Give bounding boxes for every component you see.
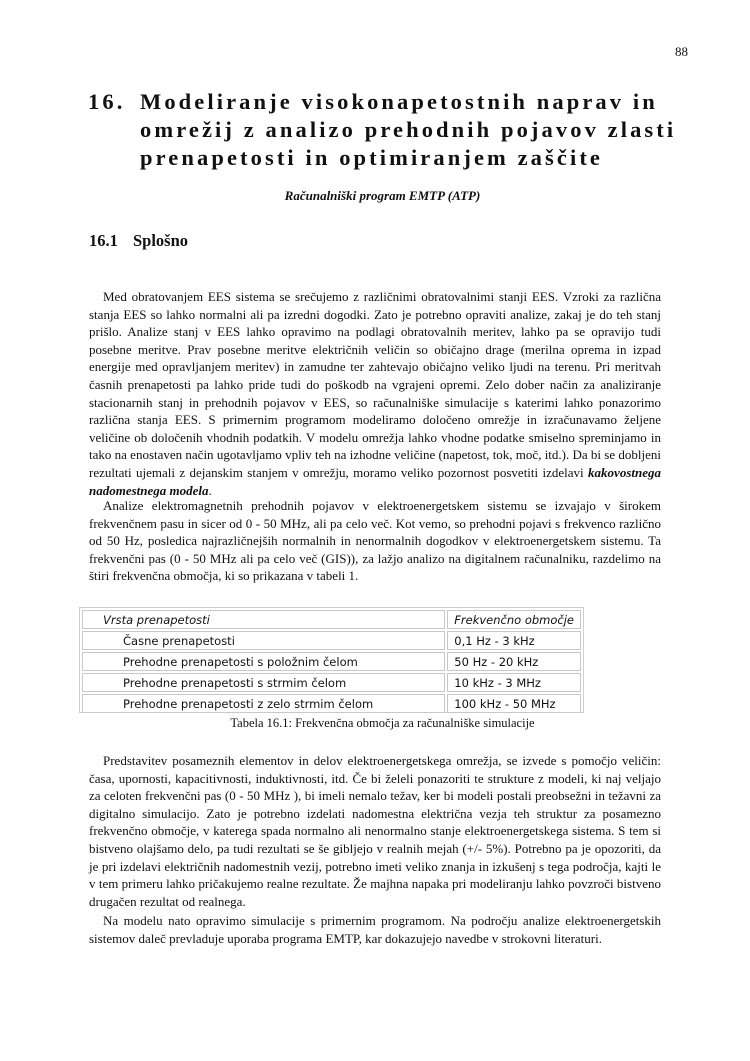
table-cell: Časne prenapetosti (82, 631, 445, 650)
table-header-cell: Frekvenčno območje (447, 610, 581, 629)
page-number: 88 (675, 44, 688, 59)
section-title: Splošno (133, 231, 189, 250)
table-header-row (82, 610, 581, 629)
table-row (82, 673, 581, 692)
table-cell: 0,1 Hz - 3 kHz (447, 631, 581, 650)
table-cell: 100 kHz - 50 MHz (447, 694, 581, 713)
paragraph-4: Na modelu nato opravimo simulacije s primernim programom. Na področju analize elektroenergetskih sistemov daleč prevladuje uporaba programa EMTP, kar dokazujejo navedbe v strokovni literaturi. (89, 913, 661, 946)
chapter-title-line-1: 16. Modeliranje visokonapetostnih naprav in (88, 89, 658, 114)
frequency-table-container (79, 607, 584, 713)
table-cell: Prehodne prenapetosti s strmim čelom (82, 673, 445, 692)
chapter-number: 16. (88, 89, 126, 114)
paragraph-3: Predstavitev posameznih elementov in delov elektroenergetskega omrežja, se izvede s pomočjo veličin: časa, upornosti, kapacitivnosti, induktivnosti, itd. Če bi želeli ponazoriti te strukture z modeli, ki naj veljajo za celoten frekvenčni pas (0 - 50 MHz ), bi imeli nemalo težav, ker bi modeli postali preobsežni in težavni za digitalno simulacijo. Zato je potrebno izdelati nadomestna električna vezja teh struktur za posamezno frekvenčno območje, v katerega spada normalno ali nenormalno stanje elektroenergetskega sistema. S tem si bistveno olajšamo delo, pa tudi rezultati se še gibljejo v realnih mejah (+/- 5%). Potrebno pa je opozoriti, da je pri izdelavi električnih nadomestnih vezij, potrebno imeti veliko znanja in izkušenj s tega področja, kajti le v tem primeru lahko pričakujemo realne rezultate. Že majhna napaka pri modeliranju lahko povzroči bistveno drugačen rezultat od realnega. (89, 753, 661, 909)
section-heading (89, 231, 188, 251)
paragraph-2: Analize elektromagnetnih prehodnih pojavov v elektroenergetskem sistemu se izvajajo v širokem frekvenčnem pasu in sicer od 0 - 50 MHz, ali pa celo več. Kot vemo, so prehodni pojavi s frekvenco različno od 50 Hz, posledica najrazličnejših normalnih in nenormalnih dogodkov v elektroenergetskem sistemu. Ta frekvenčni pas (0 - 50 MHz ali pa celo več (GIS)), za lažjo analizo na digitalnem računalniku, razdelimo na štiri frekvenčna območja, ki so prikazana v tabeli 1. (89, 498, 661, 584)
table-cell: 50 Hz - 20 kHz (447, 652, 581, 671)
table-row (82, 631, 581, 650)
section-number: 16.1 (89, 231, 118, 250)
table-caption: Tabela 16.1: Frekvenčna območja za računalniške simulacije (230, 716, 535, 730)
emphasis-text: kakovostnega nadomestnega modela (89, 464, 661, 498)
table-cell: Prehodne prenapetosti s položnim čelom (82, 652, 445, 671)
table-header-cell: Vrsta prenapetosti (82, 610, 445, 629)
table-row (82, 694, 581, 713)
chapter-title-line-3: prenapetosti in optimiranjem zaščite (140, 145, 604, 170)
table-cell: 10 kHz - 3 MHz (447, 673, 581, 692)
chapter-title-line-2: omrežij z analizo prehodnih pojavov zlasti (140, 117, 677, 142)
chapter-title (88, 88, 688, 172)
frequency-table (80, 608, 583, 715)
table-row (82, 652, 581, 671)
chapter-subtitle: Računalniški program EMTP (ATP) (284, 188, 481, 203)
table-cell: Prehodne prenapetosti z zelo strmim čelom (82, 694, 445, 713)
paragraph-1: Med obratovanjem EES sistema se srečujemo z različnimi obratovalnimi stanji EES. Vzroki za različna stanja EES so lahko normalni ali pa izredni dogodki. Zato je potrebno opraviti analize, zakaj je do teh stanj prišlo. Analize stanj v EES lahko opravimo na podlagi obratovalnih meritev, lahko pa se opravijo tudi posebne meritve. Prav posebne meritve električnih veličin so običajno drage (merilna oprema in izpad energije med opravljanjem meritev) in zamudne ter zahtevajo običajno veliko ljudi na terenu. Pri meritvah časnih prenapetosti pa lahko pride tudi do poškodb na vgrajeni opremi. Zelo dober način za analiziranje stacionarnih stanj in prehodnih pojavov v EES, so računalniške simulacije s katerimi lahko ponazorimo različna stanja EES. S primernim programom modeliramo določeno omrežje in izračunavamo željene veličine ob določenih vhodnih podatkih. V modelu omrežja lahko vhodne podatke smiselno spreminjamo in tako na enostaven način ugotavljamo vpliv teh na izhodne veličine (napetost, tok, moč, itd.). Da bi se dobljeni rezultati ujemali z dejanskim stanjem v omrežju, moramo veliko pozornost posvetiti izdelavi kakovostnega nadomestnega modela. (89, 289, 661, 498)
